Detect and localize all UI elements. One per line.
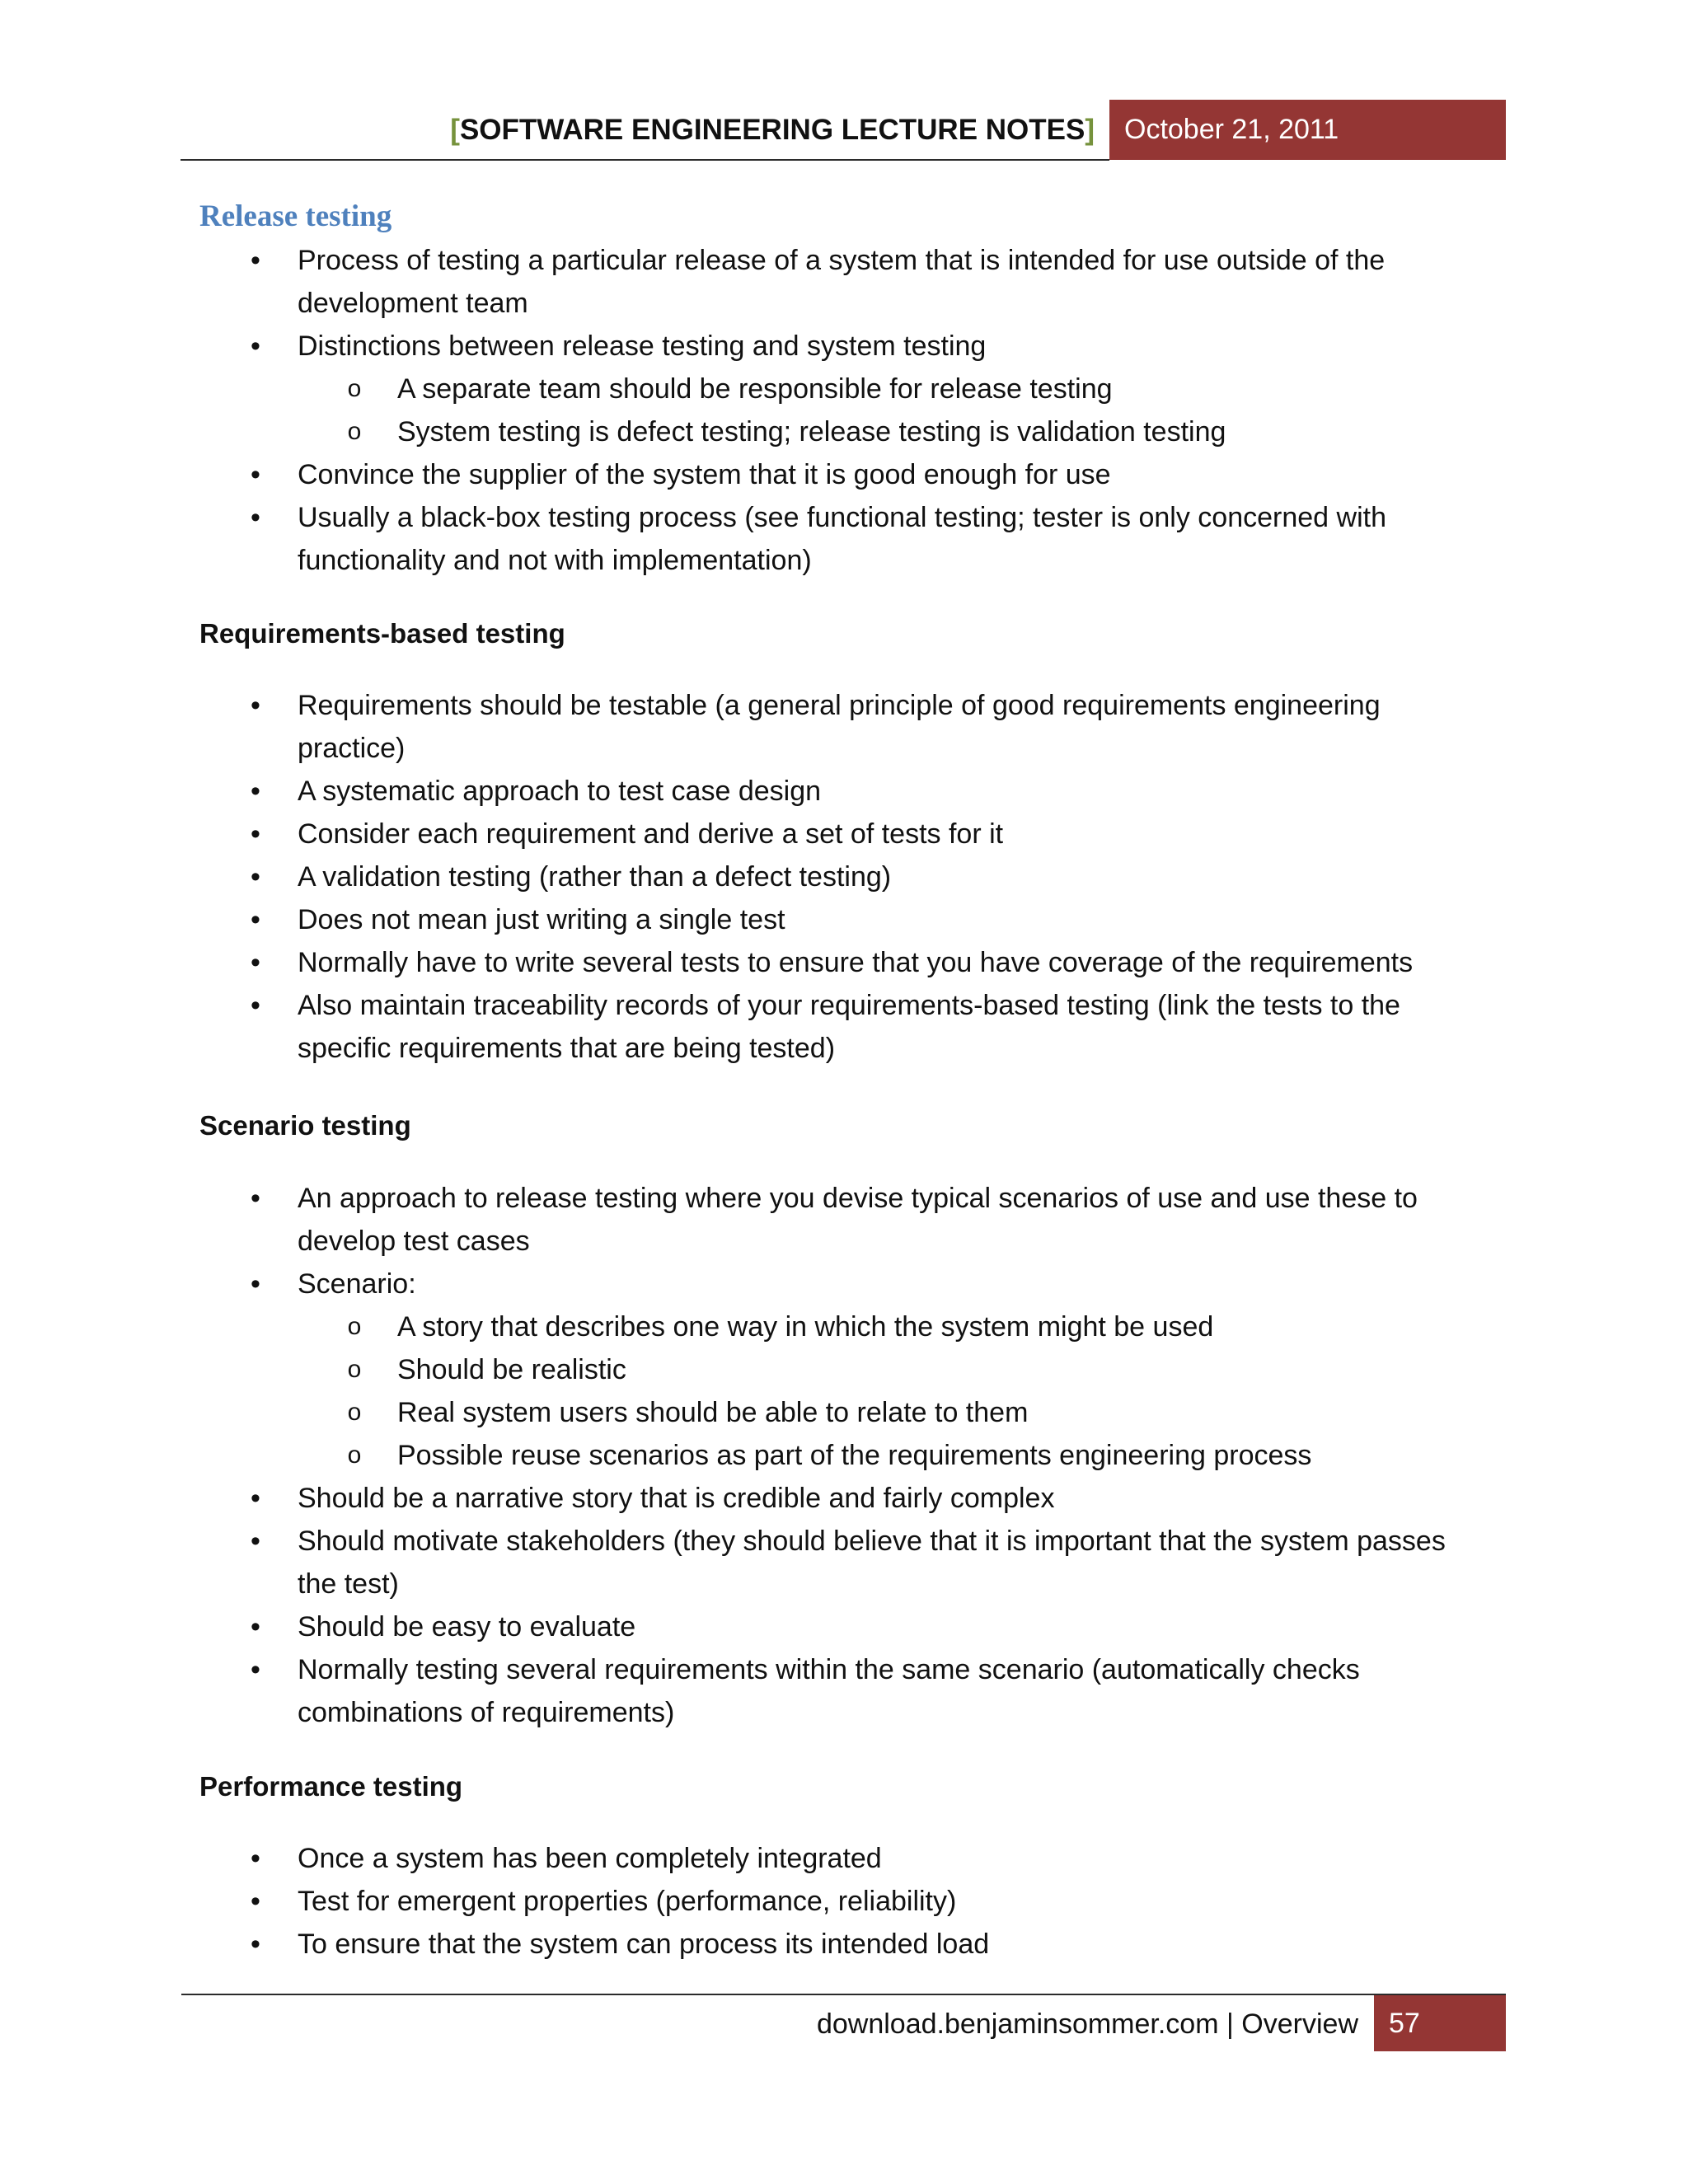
list-item-text: Should be a narrative story that is credible and fairly complex [298, 1483, 1055, 1514]
performance-testing-list [0, 1837, 1688, 1966]
sub-list-item [0, 368, 1469, 410]
list-item-text: System testing is defect testing; release testing is validation testing [397, 416, 1226, 448]
bullet: • [251, 1183, 260, 1214]
list-item-text: Normally have to write several tests to ensure that you have coverage of the requirements [298, 947, 1414, 978]
bullet: o [347, 375, 362, 402]
list-item [0, 1520, 1451, 1605]
bullet: o [347, 1399, 362, 1426]
sub-list-item [0, 1391, 1469, 1434]
bullet: • [251, 1526, 260, 1557]
bullet: • [251, 1843, 260, 1874]
section-title-requirements-based-testing: Requirements-based testing [199, 618, 565, 649]
list-item-text: Consider each requirement and derive a set of tests for it [298, 818, 1004, 850]
list-item [0, 1880, 1451, 1923]
list-item-text: An approach to release testing where you devise typical scenarios of use and use these to develop test cases [298, 1183, 1418, 1257]
bullet: • [251, 245, 260, 276]
footer-divider [181, 1994, 1506, 1995]
list-item [0, 1648, 1451, 1734]
list-item-text: To ensure that the system can process its intended load [298, 1929, 990, 1960]
bullet: • [251, 1483, 260, 1514]
page-number: 57 [1374, 1995, 1506, 2051]
requirements-testing-list [0, 684, 1688, 1070]
list-item [0, 855, 1451, 898]
bullet: o [347, 1441, 362, 1469]
list-item-text: Convince the supplier of the system that it is good enough for use [298, 459, 1111, 490]
list-item [0, 239, 1451, 325]
sub-list-item [0, 1348, 1469, 1391]
footer-text [817, 2004, 1358, 2044]
list-item [0, 1605, 1451, 1648]
list-item-text: A validation testing (rather than a defect testing) [298, 861, 892, 893]
list-item [0, 453, 1451, 496]
list-item [0, 325, 1451, 368]
list-item [0, 1477, 1451, 1520]
bullet: • [251, 459, 260, 490]
list-item [0, 684, 1451, 770]
list-item-text: A systematic approach to test case design [298, 776, 822, 807]
bullet: • [251, 990, 260, 1021]
bullet: • [251, 776, 260, 807]
footer-separator: | [1226, 2008, 1234, 2040]
bullet: o [347, 1356, 362, 1383]
list-item-text: Should be realistic [397, 1354, 626, 1385]
section-title-scenario-testing: Scenario testing [199, 1110, 411, 1141]
list-item [0, 496, 1451, 582]
bullet: • [251, 330, 260, 362]
list-item-text: Should be easy to evaluate [298, 1611, 636, 1643]
list-item-text: Usually a black-box testing process (see functional testing; tester is only concerned with functionality and not with implementation) [298, 502, 1386, 576]
list-item-text: Real system users should be able to relate to them [397, 1397, 1029, 1428]
bullet: • [251, 861, 260, 893]
list-item [0, 813, 1451, 855]
bullet: • [251, 1929, 260, 1960]
list-item-text: A separate team should be responsible for release testing [397, 373, 1113, 405]
header-bracket-open: [ [450, 114, 460, 146]
list-item-text: Requirements should be testable (a general principle of good requirements engineering practice) [298, 690, 1381, 764]
list-item-text: Once a system has been completely integrated [298, 1843, 882, 1874]
list-item [0, 941, 1451, 984]
bullet: • [251, 818, 260, 850]
bullet: • [251, 904, 260, 935]
bullet: • [251, 1886, 260, 1917]
list-item [0, 1923, 1451, 1966]
list-item-text: A story that describes one way in which the system might be used [397, 1311, 1214, 1343]
list-item-text: Process of testing a particular release of a system that is intended for use outside of the development team [298, 245, 1386, 319]
list-item [0, 1837, 1451, 1880]
bullet: o [347, 418, 362, 445]
header-title [450, 110, 1095, 150]
header-bracket-close: ] [1085, 114, 1095, 146]
release-testing-list [0, 239, 1688, 582]
list-item [0, 1177, 1451, 1263]
section-title-release-testing: Release testing [199, 199, 392, 233]
list-item [0, 770, 1451, 813]
header-divider [181, 159, 1109, 161]
list-item-text: Scenario: [298, 1268, 416, 1300]
bullet: • [251, 1654, 260, 1685]
sub-list-item [0, 1434, 1469, 1477]
list-item-text: Normally testing several requirements within the same scenario (automatically checks combinations of requirements) [298, 1654, 1360, 1728]
bullet: o [347, 1313, 362, 1340]
bullet: • [251, 1611, 260, 1643]
section-title-performance-testing: Performance testing [199, 1771, 463, 1802]
bullet: • [251, 1268, 260, 1300]
bullet: • [251, 690, 260, 721]
sub-list-item [0, 1305, 1469, 1348]
footer-site: download.benjaminsommer.com [816, 2008, 1219, 2040]
list-item-text: Does not mean just writing a single test [298, 904, 785, 935]
list-item-text: Distinctions between release testing and system testing [298, 330, 987, 362]
list-item-text: Should motivate stakeholders (they should believe that it is important that the system passes the test) [298, 1526, 1446, 1600]
bullet: • [251, 947, 260, 978]
list-item [0, 1263, 1451, 1305]
list-item [0, 898, 1451, 941]
list-item-text: Possible reuse scenarios as part of the requirements engineering process [397, 1440, 1312, 1471]
bullet: • [251, 502, 260, 533]
sub-list-item [0, 410, 1469, 453]
header-date: October 21, 2011 [1109, 100, 1506, 160]
list-item-text: Test for emergent properties (performance, reliability) [298, 1886, 957, 1917]
list-item-text: Also maintain traceability records of your requirements-based testing (link the tests to the specific requirements that are being tested) [298, 990, 1400, 1064]
scenario-testing-list [0, 1177, 1688, 1734]
footer-section: Overview [1241, 2008, 1358, 2040]
list-item [0, 984, 1451, 1070]
header-title-text: SOFTWARE ENGINEERING LECTURE NOTES [459, 114, 1085, 146]
